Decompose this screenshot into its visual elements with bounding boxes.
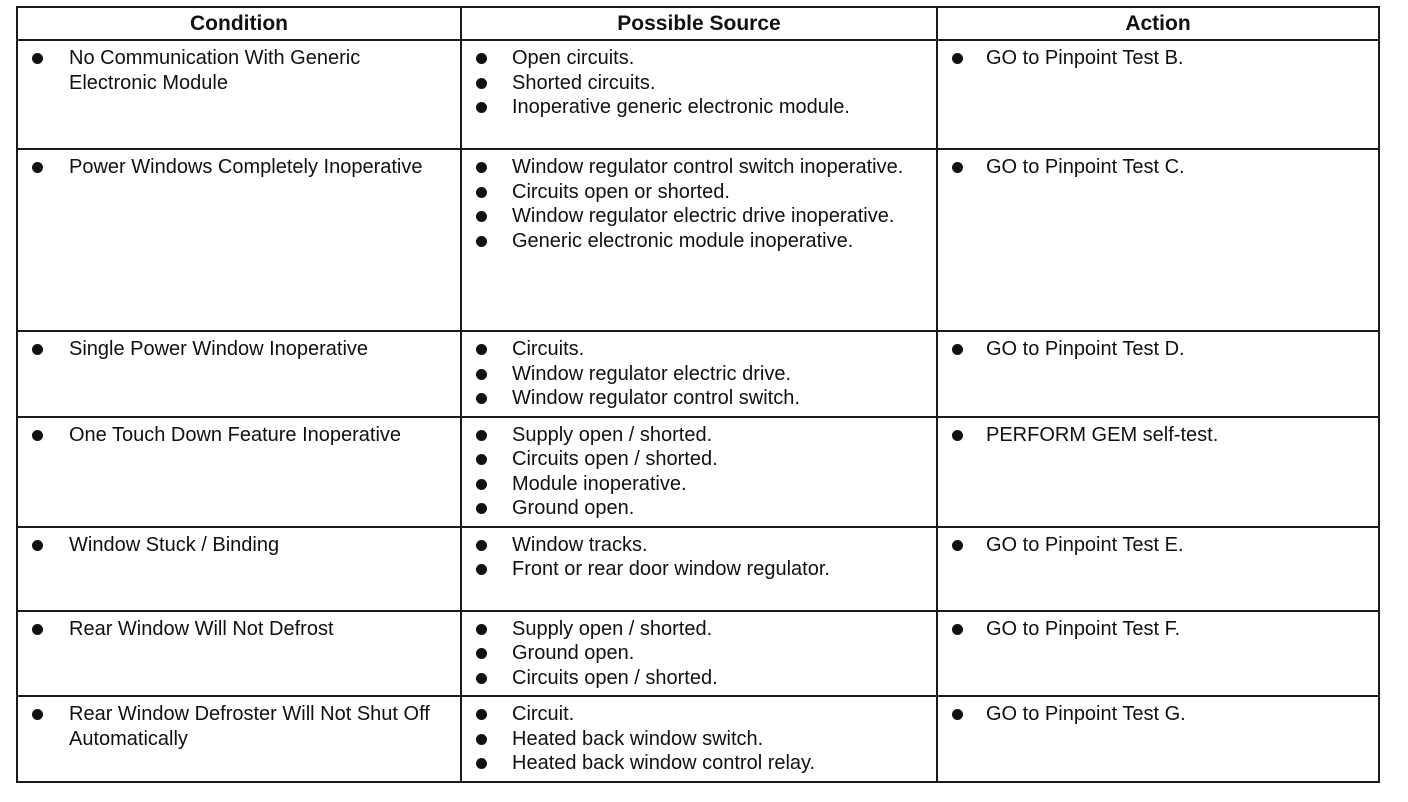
- bullet-icon: [476, 430, 487, 441]
- table-row: [18, 40, 1378, 149]
- bullet-list: [472, 155, 928, 253]
- bullet-text: One Touch Down Feature Inoperative: [69, 423, 402, 446]
- bullet-icon: [476, 102, 487, 113]
- possible-source-cell: [461, 527, 937, 611]
- possible-source-cell: [461, 149, 937, 331]
- action-cell: [937, 611, 1378, 697]
- action-cell: [937, 417, 1378, 527]
- bullet-item: [948, 337, 1370, 362]
- bullet-text: Circuits open or shorted.: [512, 180, 730, 203]
- bullet-text: Window tracks.: [512, 533, 648, 556]
- bullet-icon: [476, 53, 487, 64]
- bullet-list: [28, 617, 452, 642]
- bullet-item: [472, 423, 928, 448]
- header-action: Action: [937, 8, 1378, 40]
- bullet-item: [472, 617, 928, 642]
- bullet-text: Circuits.: [512, 338, 585, 360]
- bullet-list: [472, 423, 928, 521]
- bullet-item: [472, 666, 928, 691]
- possible-source-cell: [461, 40, 937, 149]
- table-row: [18, 331, 1378, 417]
- bullet-icon: [952, 624, 963, 635]
- bullet-icon: [476, 236, 487, 247]
- bullet-list: [472, 702, 928, 776]
- bullet-text: GO to Pinpoint Test G.: [986, 703, 1186, 725]
- bullet-item: [472, 386, 928, 411]
- bullet-icon: [476, 78, 487, 89]
- bullet-list: [948, 702, 1370, 727]
- bullet-list: [28, 423, 452, 448]
- bullet-text: Supply open / shorted.: [512, 617, 713, 640]
- bullet-icon: [952, 709, 963, 720]
- bullet-list: [472, 617, 928, 691]
- possible-source-cell: [461, 611, 937, 697]
- bullet-text: No Communication With Generic Electronic Module: [69, 47, 361, 94]
- bullet-list: [472, 533, 928, 582]
- bullet-item: [472, 71, 928, 96]
- bullet-icon: [476, 344, 487, 355]
- condition-cell: [18, 40, 461, 149]
- bullet-text: Ground open.: [512, 642, 635, 664]
- bullet-text: Single Power Window Inoperative: [69, 338, 369, 360]
- bullet-text: Supply open / shorted.: [512, 423, 713, 446]
- bullet-icon: [952, 430, 963, 441]
- condition-cell: [18, 696, 461, 781]
- bullet-list: [948, 46, 1370, 71]
- bullet-text: GO to Pinpoint Test D.: [986, 338, 1185, 360]
- bullet-item: [472, 751, 928, 776]
- bullet-icon: [476, 369, 487, 380]
- bullet-icon: [476, 211, 487, 222]
- bullet-icon: [32, 430, 43, 441]
- bullet-text: Window regulator control switch inoperative.: [512, 156, 904, 178]
- table-body: [18, 40, 1378, 781]
- action-cell: [937, 149, 1378, 331]
- bullet-item: [948, 533, 1370, 558]
- bullet-icon: [476, 479, 487, 490]
- possible-source-cell: [461, 331, 937, 417]
- bullet-text: GO to Pinpoint Test B.: [986, 47, 1184, 69]
- bullet-icon: [32, 162, 43, 173]
- bullet-text: Ground open.: [512, 497, 635, 519]
- bullet-text: Module inoperative.: [512, 472, 687, 495]
- bullet-text: Inoperative generic electronic module.: [512, 96, 850, 118]
- action-cell: [937, 40, 1378, 149]
- bullet-text: Circuits open / shorted.: [512, 448, 718, 470]
- bullet-icon: [952, 540, 963, 551]
- bullet-text: GO to Pinpoint Test E.: [986, 533, 1184, 556]
- bullet-item: [28, 533, 452, 558]
- header-condition: Condition: [18, 8, 461, 40]
- bullet-list: [472, 337, 928, 411]
- bullet-item: [472, 95, 928, 120]
- possible-source-cell: [461, 696, 937, 781]
- bullet-icon: [952, 162, 963, 173]
- bullet-text: Power Windows Completely Inoperative: [69, 156, 423, 178]
- bullet-list: [28, 46, 452, 95]
- bullet-list: [948, 617, 1370, 642]
- bullet-text: Window regulator control switch.: [512, 387, 800, 409]
- bullet-icon: [952, 344, 963, 355]
- bullet-item: [28, 702, 452, 751]
- table-row: [18, 149, 1378, 331]
- bullet-text: Circuits open / shorted.: [512, 666, 718, 689]
- bullet-icon: [952, 53, 963, 64]
- bullet-icon: [476, 564, 487, 575]
- condition-cell: [18, 417, 461, 527]
- bullet-icon: [32, 344, 43, 355]
- bullet-icon: [476, 162, 487, 173]
- bullet-text: Heated back window switch.: [512, 727, 764, 750]
- bullet-list: [28, 702, 452, 751]
- bullet-text: Rear Window Defroster Will Not Shut Off Automatically: [69, 703, 430, 750]
- bullet-list: [948, 337, 1370, 362]
- bullet-list: [28, 533, 452, 558]
- bullet-text: GO to Pinpoint Test F.: [986, 617, 1181, 640]
- bullet-item: [472, 727, 928, 752]
- bullet-item: [948, 155, 1370, 180]
- bullet-icon: [32, 709, 43, 720]
- bullet-icon: [476, 709, 487, 720]
- bullet-item: [472, 155, 928, 180]
- bullet-icon: [476, 624, 487, 635]
- bullet-text: PERFORM GEM self-test.: [986, 423, 1219, 446]
- bullet-icon: [476, 648, 487, 659]
- bullet-item: [28, 46, 452, 95]
- bullet-icon: [32, 540, 43, 551]
- bullet-item: [472, 533, 928, 558]
- diagnosis-table: [18, 8, 1378, 781]
- bullet-item: [472, 447, 928, 472]
- bullet-item: [28, 337, 452, 362]
- bullet-text: Front or rear door window regulator.: [512, 558, 830, 580]
- bullet-item: [472, 337, 928, 362]
- bullet-list: [28, 337, 452, 362]
- bullet-item: [472, 229, 928, 254]
- bullet-list: [948, 155, 1370, 180]
- bullet-text: Window Stuck / Binding: [69, 533, 280, 556]
- bullet-list: [472, 46, 928, 120]
- bullet-item: [948, 617, 1370, 642]
- table-row: [18, 417, 1378, 527]
- bullet-list: [948, 533, 1370, 558]
- header-row: [18, 8, 1378, 40]
- bullet-list: [948, 423, 1370, 448]
- bullet-icon: [32, 53, 43, 64]
- condition-cell: [18, 331, 461, 417]
- bullet-item: [472, 46, 928, 71]
- bullet-item: [472, 362, 928, 387]
- bullet-icon: [32, 624, 43, 635]
- possible-source-cell: [461, 417, 937, 527]
- bullet-icon: [476, 734, 487, 745]
- table-row: [18, 611, 1378, 697]
- bullet-item: [472, 641, 928, 666]
- bullet-item: [948, 423, 1370, 448]
- bullet-item: [472, 557, 928, 582]
- bullet-text: Heated back window control relay.: [512, 752, 816, 774]
- diagnosis-table-container: [16, 6, 1380, 783]
- bullet-text: Shorted circuits.: [512, 71, 656, 94]
- bullet-item: [948, 702, 1370, 727]
- bullet-text: Window regulator electric drive.: [512, 362, 791, 385]
- bullet-text: Generic electronic module inoperative.: [512, 229, 854, 252]
- bullet-text: GO to Pinpoint Test C.: [986, 156, 1185, 178]
- bullet-item: [472, 472, 928, 497]
- action-cell: [937, 696, 1378, 781]
- bullet-list: [28, 155, 452, 180]
- bullet-icon: [476, 393, 487, 404]
- bullet-text: Rear Window Will Not Defrost: [69, 617, 334, 640]
- bullet-item: [28, 423, 452, 448]
- bullet-item: [472, 702, 928, 727]
- bullet-text: Circuit.: [512, 703, 575, 725]
- table-row: [18, 696, 1378, 781]
- bullet-item: [28, 617, 452, 642]
- bullet-icon: [476, 673, 487, 684]
- bullet-item: [472, 496, 928, 521]
- bullet-item: [472, 180, 928, 205]
- bullet-item: [948, 46, 1370, 71]
- condition-cell: [18, 149, 461, 331]
- bullet-icon: [476, 758, 487, 769]
- bullet-icon: [476, 454, 487, 465]
- bullet-icon: [476, 187, 487, 198]
- header-possible-source: Possible Source: [461, 8, 937, 40]
- bullet-item: [28, 155, 452, 180]
- bullet-text: Window regulator electric drive inoperative.: [512, 205, 895, 227]
- action-cell: [937, 527, 1378, 611]
- bullet-icon: [476, 503, 487, 514]
- bullet-text: Open circuits.: [512, 47, 635, 69]
- condition-cell: [18, 527, 461, 611]
- table-row: [18, 527, 1378, 611]
- condition-cell: [18, 611, 461, 697]
- action-cell: [937, 331, 1378, 417]
- bullet-item: [472, 204, 928, 229]
- bullet-icon: [476, 540, 487, 551]
